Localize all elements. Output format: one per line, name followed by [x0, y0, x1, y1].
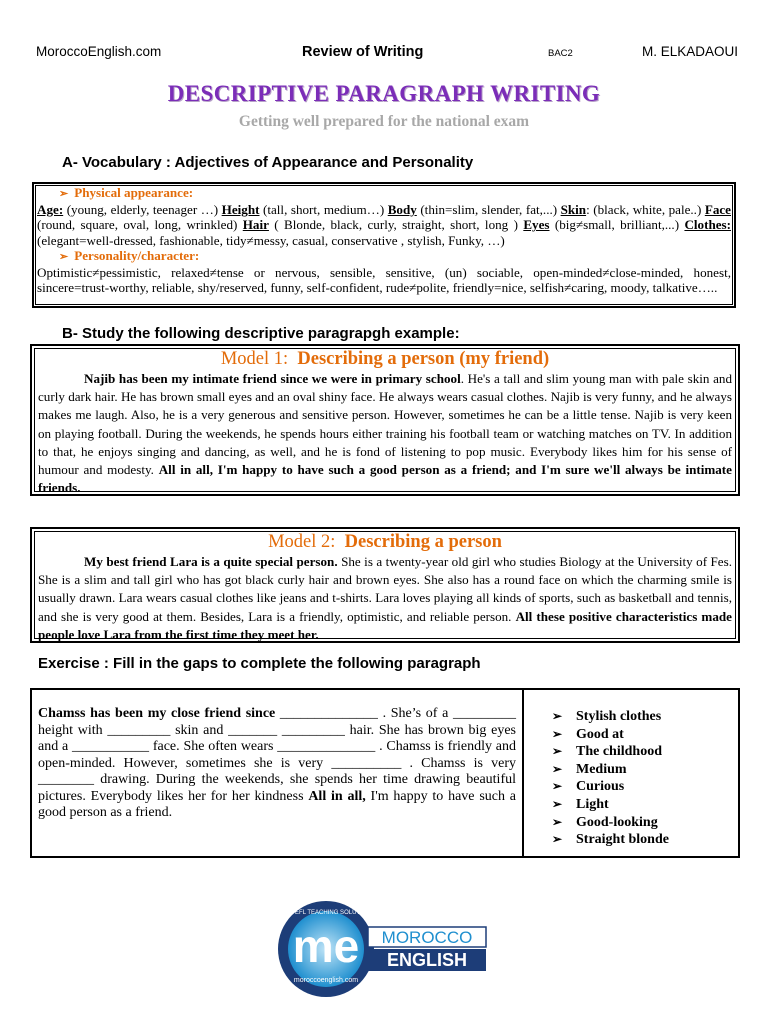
word-bank-label: Good at: [576, 726, 624, 742]
vocab-keyword: Clothes:: [684, 217, 731, 233]
arrow-bullet-icon: ➢: [552, 709, 563, 723]
page-title: DESCRIPTIVE PARAGRAPH WRITING: [167, 81, 601, 106]
word-bank-item: [552, 726, 669, 744]
text-run: (thin=slim, slender, fat,...): [416, 202, 561, 218]
word-bank-item: [552, 796, 669, 814]
physical-appearance-text: [37, 202, 731, 248]
exercise-heading: Exercise : Fill in the gaps to complete the following paragraph: [38, 655, 481, 672]
arrow-bullet-icon: ➢: [552, 779, 563, 794]
arrow-bullet-icon: ➢: [552, 814, 563, 829]
word-bank-label: Medium: [576, 761, 627, 777]
word-bank-label: Good-looking: [576, 814, 658, 830]
header-site: MoroccoEnglish.com: [36, 44, 162, 59]
text-run: She is a twenty-year old girl who studies Biology at the University of Fes. She is a slim and tall girl who has got black curly hair and brown eyes. She also has a round face on which the charming smile is usually drawn. Lara wears casual clothes like jeans and t-shirts. Lara loves playing all kinds of sports, such as basketball and tennis, and she is very good at them. Besides, Lara is a friendly, optimistic, and reliable person.: [38, 554, 732, 624]
page-subtitle: Getting well prepared for the national exam: [238, 113, 530, 130]
morocco-english-logo: [264, 894, 504, 1004]
physical-appearance-label: ➢ Physical appearance:: [59, 185, 194, 200]
model-1-box: [30, 344, 740, 496]
word-bank-item: [552, 778, 669, 796]
vocabulary-box: [32, 182, 736, 308]
arrow-bullet-icon: ➢: [552, 744, 563, 759]
arrow-bullet-icon: ➢: [552, 832, 563, 847]
word-bank-item: [552, 761, 669, 779]
word-bank: [552, 708, 669, 849]
arrow-bullet-icon: ➢: [59, 188, 69, 200]
header-grade: BAC2: [548, 48, 573, 59]
exercise-box: [30, 688, 740, 858]
word-bank-item: [552, 708, 669, 726]
word-bank-label: Curious: [576, 779, 625, 795]
bold-text: All in all, I'm happy to have such a good person as a friend; and I'm sure we'll always be intimate friends.: [38, 462, 732, 496]
vocab-keyword: Body: [387, 202, 417, 218]
text-run: ( Blonde, black, curly, straight, short, long ): [268, 217, 524, 233]
text-run: (elegant=well-dressed, fashionable, tidy≠messy, casual, conservative , stylish, Funky, …): [37, 232, 505, 248]
model-1-paragraph: [38, 370, 732, 497]
word-bank-item: [552, 831, 669, 849]
text-run: I'm happy to have such a good person as a friend.: [38, 788, 516, 820]
personality-text: Optimistic≠pessimistic, relaxed≠tense or nervous, sensible, sensitive, (un) sociable, open-minded≠close-minded, honest, sincere=trust-worthy, reliable, shy/reserved, funny, self-confident, rude≠polite, friendly=nice, selfish≠caring, moody, talkative…..: [37, 265, 731, 296]
word-bank-label: Light: [576, 796, 609, 812]
personality-label: ➢ Personality/character:: [59, 247, 200, 263]
text-run: (round, square, oval, long, wrinkled): [37, 217, 243, 233]
bold-text: All in all,: [308, 788, 366, 804]
vocab-keyword: Eyes: [523, 217, 550, 233]
vocab-keyword: Hair: [242, 217, 269, 233]
model-2-box: [30, 527, 740, 643]
header-title: Review of Writing: [302, 44, 424, 60]
arrow-bullet-icon: ➢: [59, 250, 69, 263]
word-bank-label: The childhood: [576, 744, 662, 760]
logo-word1: MOROCCO: [381, 928, 473, 947]
arrow-bullet-icon: ➢: [552, 796, 563, 811]
logo-word2: ENGLISH: [386, 950, 468, 970]
header-author: M. ELKADAOUI: [642, 44, 739, 59]
bold-text: Chamss has been my close friend since: [38, 706, 276, 721]
bold-text: Najib has been my intimate friend since we were in primary school: [84, 371, 461, 386]
exercise-divider: [522, 690, 524, 856]
word-bank-item: [552, 814, 669, 832]
bold-text: All these positive characteristics made people love Lara from the first time they meet her.: [38, 608, 732, 642]
text-run: (young, elderly, teenager …): [63, 202, 222, 218]
vocab-keyword: Height: [221, 202, 260, 218]
text-run: (tall, short, medium…): [259, 202, 388, 218]
bold-text: My best friend Lara is a quite special person.: [84, 554, 338, 569]
arrow-bullet-icon: ➢: [552, 761, 563, 776]
section-b-heading: B- Study the following descriptive paragrapgh example:: [62, 325, 460, 342]
model-1-title: Model 1: Describing a person (my friend): [220, 349, 550, 369]
text-run: ______________ . She’s of a _________ height with _________ skin and _______ _________ hair. She has brown big eyes and a ___________ face. She often wears ______________ . Chamss is friendly and open-minded. However, sometimes she is very __________ . Chamss is very ________ drawing. During the weekends, she spends her time drawing beautiful pictures. Everybody likes her for her kindness: [38, 706, 516, 804]
section-a-heading: A- Vocabulary : Adjectives of Appearance and Personality: [62, 154, 474, 171]
text-run: (big≠small, brilliant,...): [549, 217, 685, 233]
word-bank-label: Straight blonde: [576, 832, 669, 848]
word-bank-item: [552, 743, 669, 761]
logo-tagline: ELT & EFL TEACHING SOLUTIONS: [277, 910, 375, 916]
exercise-paragraph: [38, 706, 516, 822]
text-run: . He's a tall and slim young man with pale skin and curly dark hair. He has brown small eyes and an oval shiny face. He always wears casual clothes. Najib is very funny, and he always makes me laugh. Also, he is a very generous and sensitive person. However, sometimes he can be a little tense. Najib is very keen on playing football. During the weekends, he spends hours either training his football team or watching matches on TV. In addition to that, he enjoys singing and dancing, as well, and he is fond of listening to pop music. Everybody likes him for his sense of humour and modesty.: [38, 371, 732, 478]
vocab-keyword: Age:: [37, 202, 64, 218]
logo-big-letters: me: [292, 920, 360, 972]
logo-small-url: moroccoenglish.com: [293, 977, 359, 984]
text-run: : (black, white, pale..): [586, 202, 705, 218]
vocab-keyword: Face: [704, 202, 731, 218]
vocab-keyword: Skin: [560, 202, 587, 218]
word-bank-label: Stylish clothes: [576, 709, 662, 724]
arrow-bullet-icon: ➢: [552, 726, 563, 741]
model-2-paragraph: [38, 553, 732, 644]
model-2-title: Model 2: Describing a person: [268, 532, 502, 552]
